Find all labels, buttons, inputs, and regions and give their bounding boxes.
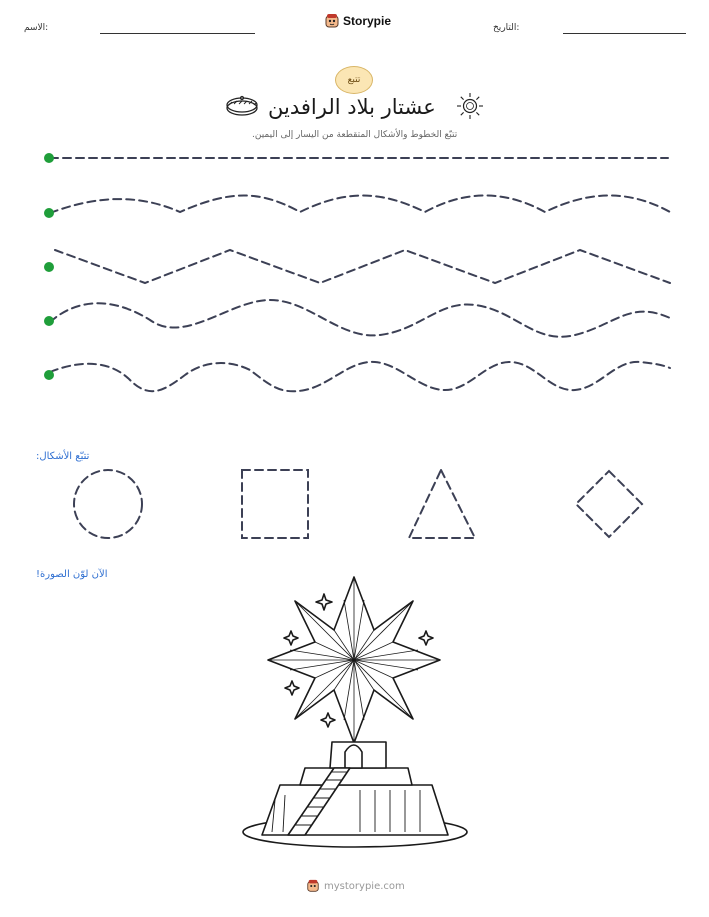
tracing-line-wave (50, 300, 670, 337)
footer-url[interactable]: mystorypie.com (324, 880, 405, 892)
footer (306, 879, 405, 893)
coloring-section-label: الآن لوّن الصورة! (36, 569, 108, 580)
brand-logo (324, 13, 391, 29)
name-label: الاسم: (24, 23, 49, 33)
brand-name: Storypie (343, 14, 392, 28)
date-label: التاريخ: (493, 23, 520, 33)
start-dot-2 (44, 208, 54, 218)
bracelet-icon (222, 92, 262, 120)
tracing-line-zigzag (55, 250, 670, 283)
start-dot-4 (44, 316, 54, 326)
instructions: تتبّع الخطوط والأشكال المتقطعة من اليسار إلى اليمين. (252, 130, 458, 140)
trace-circle (74, 470, 142, 538)
coloring-picture (243, 577, 467, 847)
start-dot-5 (44, 370, 54, 380)
sun-icon (455, 91, 485, 121)
badge-label: تتبع (347, 75, 361, 85)
trace-square (242, 470, 308, 538)
tracing-line-gentle-wave (50, 196, 670, 214)
trace-diamond (576, 471, 642, 537)
start-dot-3 (44, 262, 54, 272)
date-field[interactable] (563, 33, 686, 34)
tracing-line-deep-wave (50, 362, 670, 391)
name-field[interactable] (100, 33, 255, 34)
trace-triangle (409, 470, 475, 538)
shapes-section-label: تتبّع الأشكال: (36, 451, 90, 462)
storypie-mascot-icon (306, 879, 320, 893)
page-title: عشتار بلاد الرافدين (268, 95, 436, 119)
activity-badge (335, 66, 373, 94)
start-dot-1 (44, 153, 54, 163)
storypie-mascot-icon (324, 13, 340, 29)
